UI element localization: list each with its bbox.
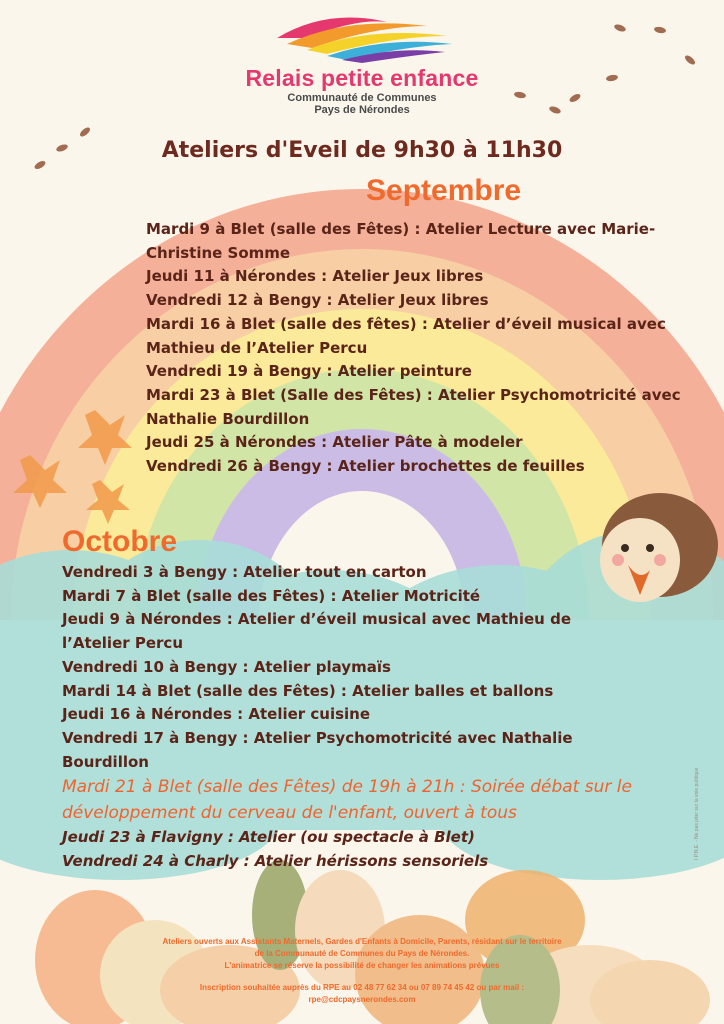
event-item: Jeudi 9 à Nérondes : Atelier d’éveil musical avec Mathieu de l’Atelier Percu (62, 610, 571, 653)
event-item: Vendredi 24 à Charly : Atelier hérissons sensoriels (62, 852, 489, 871)
footer-line: Ateliers ouverts aux Assistants Maternels, Gardes d'Enfants à Domicile, Parents, résidant sur le territoire (162, 937, 562, 946)
footer-info (100, 936, 624, 1006)
october-events (62, 561, 642, 874)
side-note: I.P.N.E. - Ne pas jeter sur la voie publique (694, 767, 700, 860)
event-item: Mardi 14 à Blet (salle des Fêtes) : Atelier balles et ballons (62, 681, 554, 700)
event-item: Jeudi 11 à Nérondes : Atelier Jeux libres (146, 267, 484, 286)
footer-line: de la Communauté de Communes du Pays de Nérondes. (254, 949, 470, 958)
event-item: Vendredi 17 à Bengy : Atelier Psychomotricité avec Nathalie Bourdillon (62, 728, 573, 771)
footer-line: L'animatrice se réserve la possibilité de changer les animations prévues (224, 961, 500, 970)
logo-sub-line2: Pays de Nérondes (314, 104, 410, 116)
event-item: Jeudi 23 à Flavigny : Atelier (ou spectacle à Blet) (62, 828, 475, 847)
event-item: Vendredi 12 à Bengy : Atelier Jeux libres (146, 291, 489, 310)
footer-line: Inscription souhaitée auprès du RPE au 02 48 77 62 34 ou 07 89 74 45 42 ou par mail : (199, 983, 525, 992)
event-item: Vendredi 10 à Bengy : Atelier playmaïs (62, 657, 391, 676)
event-item: Mardi 23 à Blet (Salle des Fêtes) : Atelier Psychomotricité avec Nathalie Bourdillon (146, 385, 681, 428)
event-item-special: Mardi 21 à Blet (salle des Fêtes) de 19h à 21h : Soirée débat sur le développement du cerveau de l'enfant, ouvert à tous (62, 777, 632, 824)
month-heading-september: Septembre (366, 174, 522, 207)
september-events (146, 218, 706, 479)
logo-name: Relais petite enfance (245, 65, 479, 91)
event-item: Jeudi 16 à Nérondes : Atelier cuisine (62, 705, 371, 724)
event-item: Vendredi 19 à Bengy : Atelier peinture (146, 362, 472, 381)
event-item: Vendredi 26 à Bengy : Atelier brochettes de feuilles (146, 457, 585, 476)
event-item: Mardi 16 à Blet (salle des fêtes) : Atelier d’éveil musical avec Mathieu de l’Atelier Percu (146, 314, 666, 357)
rpe-logo (0, 8, 724, 116)
event-item: Mardi 7 à Blet (salle des Fêtes) : Atelier Motricité (62, 586, 481, 605)
logo-swoosh-icon (267, 8, 457, 63)
footer-email: rpe@cdcpaysnerondes.com (308, 995, 416, 1004)
event-item: Mardi 9 à Blet (salle des Fêtes) : Atelier Lecture avec Marie-Christine Somme (146, 220, 656, 262)
event-item: Vendredi 3 à Bengy : Atelier tout en carton (62, 563, 427, 581)
event-item: Jeudi 25 à Nérondes : Atelier Pâte à modeler (146, 433, 523, 452)
month-heading-october: Octobre (62, 525, 178, 558)
logo-sub-line1: Communauté de Communes (287, 92, 437, 104)
page-title: Ateliers d'Eveil de 9h30 à 11h30 (161, 138, 563, 163)
